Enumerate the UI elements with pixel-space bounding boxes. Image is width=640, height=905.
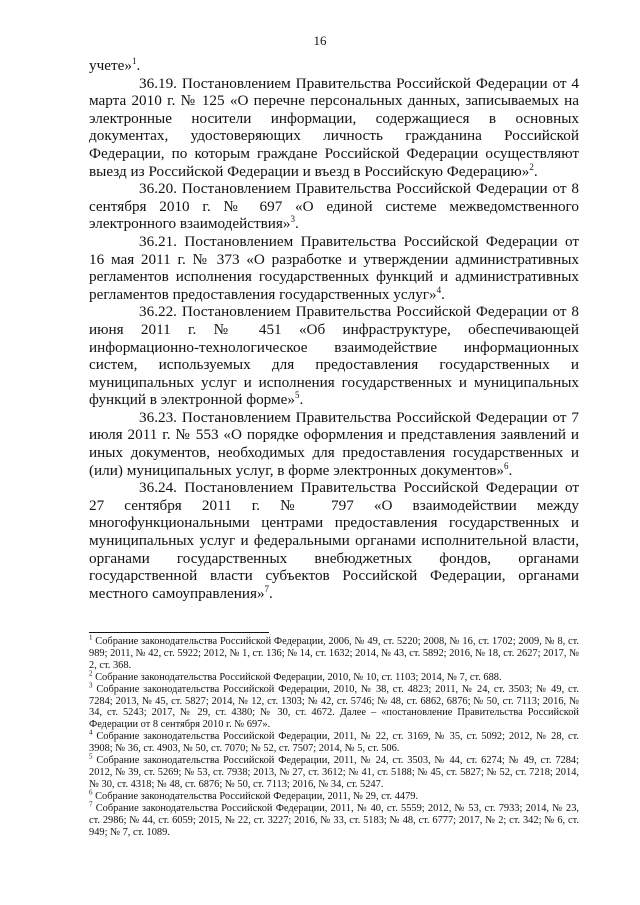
footnote-number: 7 (89, 800, 93, 809)
footnote-ref: 4 (436, 284, 442, 295)
footnote-text: Собрание законодательства Российской Федерации, 2011, № 22, ст. 3169, № 35, ст. 5092; 2012, № 28, ст. 3908; № 36, ст. 4903, № 50, ст. 7070; № 52, ст. 7507; 2014, № 5, ст. 506. (89, 731, 579, 755)
footnote-text: Собрание законодательства Российской Федерации, 2011, № 40, ст. 5559; 2012, № 53, ст. 7933; 2014, № 23, ст. 2986; № 44, ст. 6059; 2015, № 22, ст. 3227; 2016, № 33, ст. 5183; № 48, ст. 6777; 2017, № 2; ст. 342; № 6, ст. 949; № 7, ст. 1089. (89, 802, 579, 838)
list-item-text: 36.20. Постановлением Правительства Российской Федерации от 8 сентября 2010 г. № 697 «О единой системе межведомственного электронного взаимодействия» (89, 180, 579, 233)
footnote-ref: 7 (264, 583, 270, 594)
footnote (89, 800, 579, 839)
footnote (89, 728, 579, 755)
footnote (89, 669, 579, 684)
list-item: 36.23. Постановлением Правительства Российской Федерации от 7 июля 2011 г. № 553 «О порядке оформления и представления заявлений и иных документов, необходимых для предоставления государственных и (или) муниципальных услуг, в форме электронных документов»$^6$. (89, 408, 579, 479)
list-item: 36.22. Постановлением Правительства Российской Федерации от 8 июня 2011 г. № 451 «Об инфраструктуре, обеспечивающей информационно-технологическое взаимодействие информационных систем, используемых для предоставления государственных и муниципальных услуг и исполнения государственных и муниципальных функций в электронной форме»$^5$. (89, 303, 579, 409)
footnote-text: Собрание законодательства Российской Федерации, 2011, № 29, ст. 4479. (95, 790, 419, 802)
footnote-ref: 2 (529, 161, 534, 172)
footnote-divider (89, 632, 269, 633)
footnote-text: Собрание законодательства Российской Федерации, 2011, № 24, ст. 3503, № 44, ст. 6274; № 49, ст. 7284; 2012, № 39, ст. 5269; № 53, ст. 7938; 2013, № 27, ст. 3612; № 41, ст. 5188; № 45, ст. 5827; № 52, ст. 7218; 2014, № 30, ст. 4318; № 48, ст. 6876; № 50, ст. 7113; 2016, № 34, ст. 5247. (89, 755, 579, 790)
footnote-number: 6 (89, 788, 93, 797)
list-item: 36.24. Постановлением Правительства Российской Федерации от 27 сентября 2011 г. № 797 «О взаимодействии между многофункциональными центрами предоставления государственных и муниципальных услуг и федеральными органами исполнительной власти, органами государственных внебюджетных фондов, органами государственной власти субъектов Российской Федерации, органами местного самоуправления»$^7$. (89, 479, 579, 602)
footnote-ref: 6 (503, 460, 509, 471)
footnote-text: Собрание законодательства Российской Федерации, 2010, № 10, ст. 1103; 2014, № 7, ст. 688. (95, 671, 502, 683)
footnote-number: 3 (89, 681, 93, 690)
page-number: 16 (313, 33, 327, 48)
list-item-text: 36.21. Постановлением Правительства Российской Федерации от 16 мая 2011 г. № 373 «О разработке и утверждении административных регламентов исполнения государственных функций и административных регламентов предоставления государственных услуг» (89, 232, 579, 303)
footnote-number: 5 (89, 752, 93, 761)
footnote-number: 4 (89, 728, 93, 737)
footnote (89, 788, 579, 803)
continuation-paragraph: учете»$^1$. (89, 55, 141, 74)
continuation-text: учете» (89, 57, 132, 74)
main-text (89, 57, 579, 602)
footnote-ref: 3 (290, 214, 296, 225)
footnote-ref: 5 (294, 390, 300, 401)
footnote-text: Собрание законодательства Российской Федерации, 2010, № 38, ст. 4823; 2011, № 24, ст. 3503; № 49, ст. 7284; 2013, № 45, ст. 5827; 2014, № 12, ст. 1303; № 42, ст. 5746; № 48, ст. 6862, 6876; № 50, ст. 7113; 2016, № 34, ст. 5243; 2017, № 29, ст. 4380; № 30, ст. 4672. Далее – «постановление Правительства Российской Федерации от 8 сентября 2010 г. № 697». (89, 683, 579, 731)
footnote-number: 1 (89, 633, 93, 642)
list-item-text: 36.22. Постановлением Правительства Российской Федерации от 8 июня 2011 г. № 451 «Об инфраструктуре, обеспечивающей информационно-технологическое взаимодействие информационных систем, используемых для предоставления государственных и муниципальных услуг и исполнения государственных и муниципальных функций в электронной форме» (89, 303, 579, 409)
list-item: 36.20. Постановлением Правительства Российской Федерации от 8 сентября 2010 г. № 697 «О единой системе межведомственного электронного взаимодействия»$^3$. (89, 180, 579, 233)
footnote-text: Собрание законодательства Российской Федерации, 2006, № 49, ст. 5220; 2008, № 16, ст. 1702; 2009, № 8, ст. 989; 2011, № 42, ст. 5922; 2012, № 1, ст. 136; № 14, ст. 1632; 2014, № 43, ст. 5892; 2016, № 18, ст. 2627; 2017, № 2, ст. 368. (89, 636, 579, 671)
list-item-text: 36.24. Постановлением Правительства Российской Федерации от 27 сентября 2011 г. № 797 «О взаимодействии между многофункциональными центрами предоставления государственных и муниципальных услуг и федеральными органами исполнительной власти, органами государственных внебюджетных фондов, органами государственной власти субъектов Российской Федерации, органами местного самоуправления» (89, 479, 579, 602)
footnote (89, 681, 579, 732)
list-item-text: 36.23. Постановлением Правительства Российской Федерации от 7 июля 2011 г. № 553 «О порядке оформления и представления заявлений и иных документов, необходимых для предоставления государственных и (или) муниципальных услуг, в форме электронных документов» (89, 408, 579, 479)
list-item: 36.19. Постановлением Правительства Российской Федерации от 4 марта 2010 г. № 125 «О перечне персональных данных, записываемых на электронные носители информации, содержащиеся в основных документах, удостоверяющих личность гражданина Российской Федерации, по которым граждане Российской Федерации осуществляют выезд из Российской Федерации и въезд в Российскую Федерацию»$^2$. (89, 74, 579, 180)
list-item: 36.21. Постановлением Правительства Российской Федерации от 16 мая 2011 г. № 373 «О разработке и утверждении административных регламентов исполнения государственных функций и административных регламентов предоставления государственных услуг»$^4$. (89, 232, 579, 303)
list-item-text: 36.19. Постановлением Правительства Российской Федерации от 4 марта 2010 г. № 125 «О перечне персональных данных, записываемых на электронные носители информации, содержащиеся в основных документах, удостоверяющих личность гражданина Российской Федерации, по которым граждане Российской Федерации осуществляют выезд из Российской Федерации и въезд в Российскую Федерацию» (89, 74, 579, 180)
footnote (89, 752, 579, 791)
footnote (89, 633, 579, 672)
footnote-number: 2 (89, 669, 93, 678)
footnote-ref: 1 (131, 55, 137, 66)
footnotes (89, 633, 579, 838)
